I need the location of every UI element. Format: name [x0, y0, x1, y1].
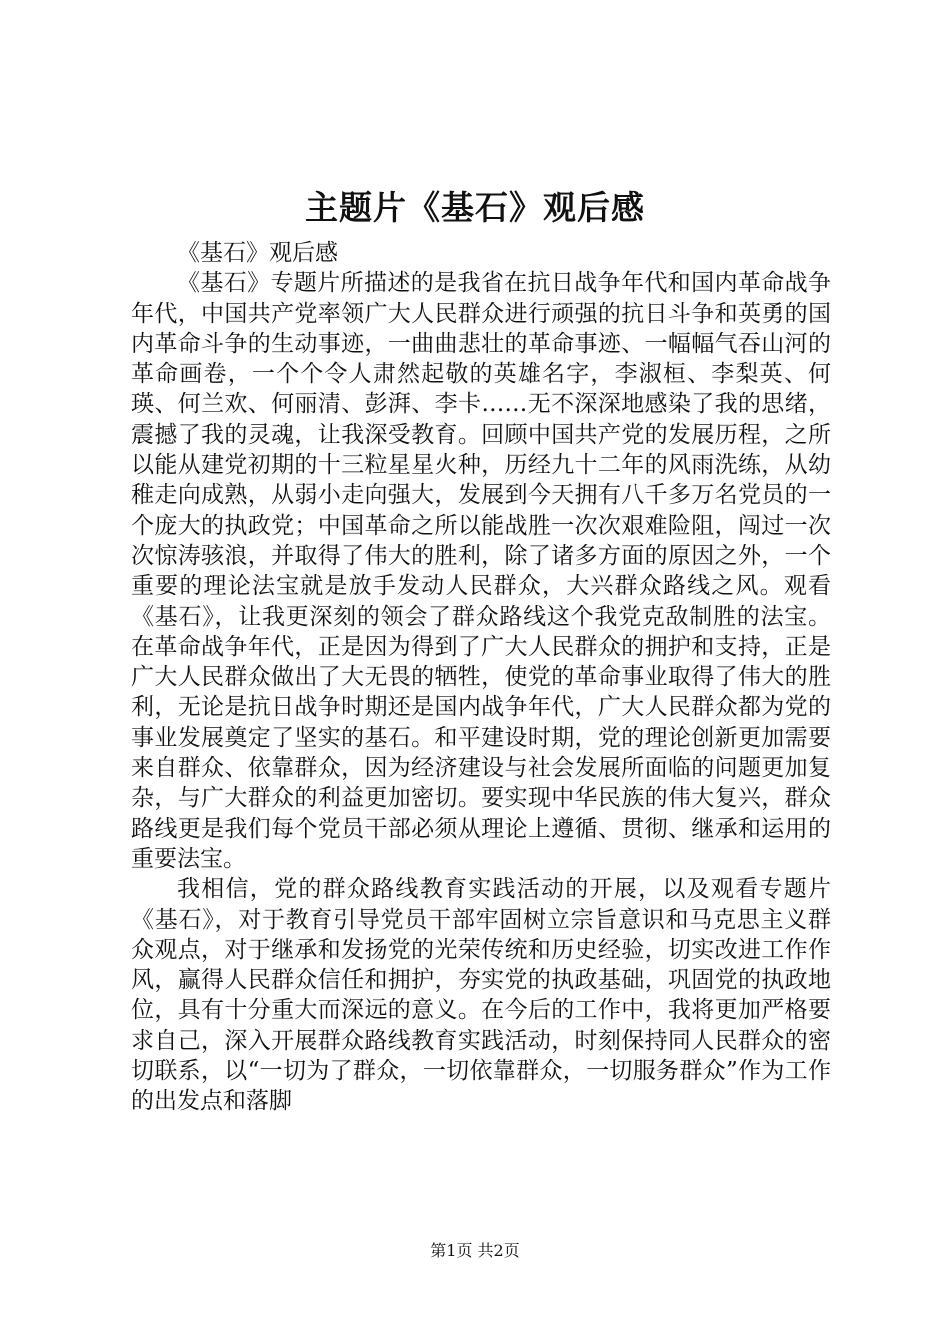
document-body	[131, 238, 831, 1117]
document-title: 主题片《基石》观后感	[305, 188, 645, 227]
paragraph: 我相信，党的群众路线教育实践活动的开展，以及观看专题片《基石》，对于教育引导党员干部牢固树立宗旨意识和马克思主义群众观点，对于继承和发扬党的光荣传统和历史经验，切实改进工作作风，赢得人民群众信任和拥护，夯实党的执政基础，巩固党的执政地位，具有十分重大而深远的意义。在今后的工作中，我将更加严格要求自己，深入开展群众路线教育实践活动，时刻保持同人民群众的密切联系，以“一切为了群众，一切依靠群众，一切服务群众”作为工作的出发点和落脚	[131, 876, 831, 1115]
page-footer: 第1页 共2页	[430, 1241, 520, 1260]
paragraph: 《基石》专题片所描述的是我省在抗日战争年代和国内革命战争年代，中国共产党率领广大人民群众进行顽强的抗日斗争和英勇的国内革命斗争的生动事迹，一曲曲悲壮的革命事迹、一幅幅气吞山河的革命画卷，一个个令人肃然起敬的英雄名字，李淑桓、李梨英、何瑛、何兰欢、何丽清、彭湃、李卡……无不深深地感染了我的思绪，震撼了我的灵魂，让我深受教育。回顾中国共产党的发展历程，之所以能从建党初期的十三粒星星火种，历经九十二年的风雨洗练，从幼稚走向成熟，从弱小走向强大，发展到今天拥有八千多万名党员的一个庞大的执政党；中国革命之所以能战胜一次次艰难险阻，闯过一次次惊涛骇浪，并取得了伟大的胜利，除了诸多方面的原因之外，一个重要的理论法宝就是放手发动人民群众，大兴群众路线之风。观看《基石》，让我更深刻的领会了群众路线这个我党克敌制胜的法宝。在革命战争年代，正是因为得到了广大人民群众的拥护和支持，正是广大人民群众做出了大无畏的牺牲，使党的革命事业取得了伟大的胜利，无论是抗日战争时期还是国内战争年代，广大人民群众都为党的事业发展奠定了坚实的基石。和平建设时期，党的理论创新更加需要来自群众、依靠群众，因为经济建设与社会发展所面临的问题更加复杂，与广大群众的利益更加密切。要实现中华民族的伟大复兴，群众路线更是我们每个党员干部必须从理论上遵循、贯彻、继承和运用的重要法宝。	[131, 270, 831, 872]
paragraph-subtitle: 《基石》观后感	[177, 240, 338, 266]
